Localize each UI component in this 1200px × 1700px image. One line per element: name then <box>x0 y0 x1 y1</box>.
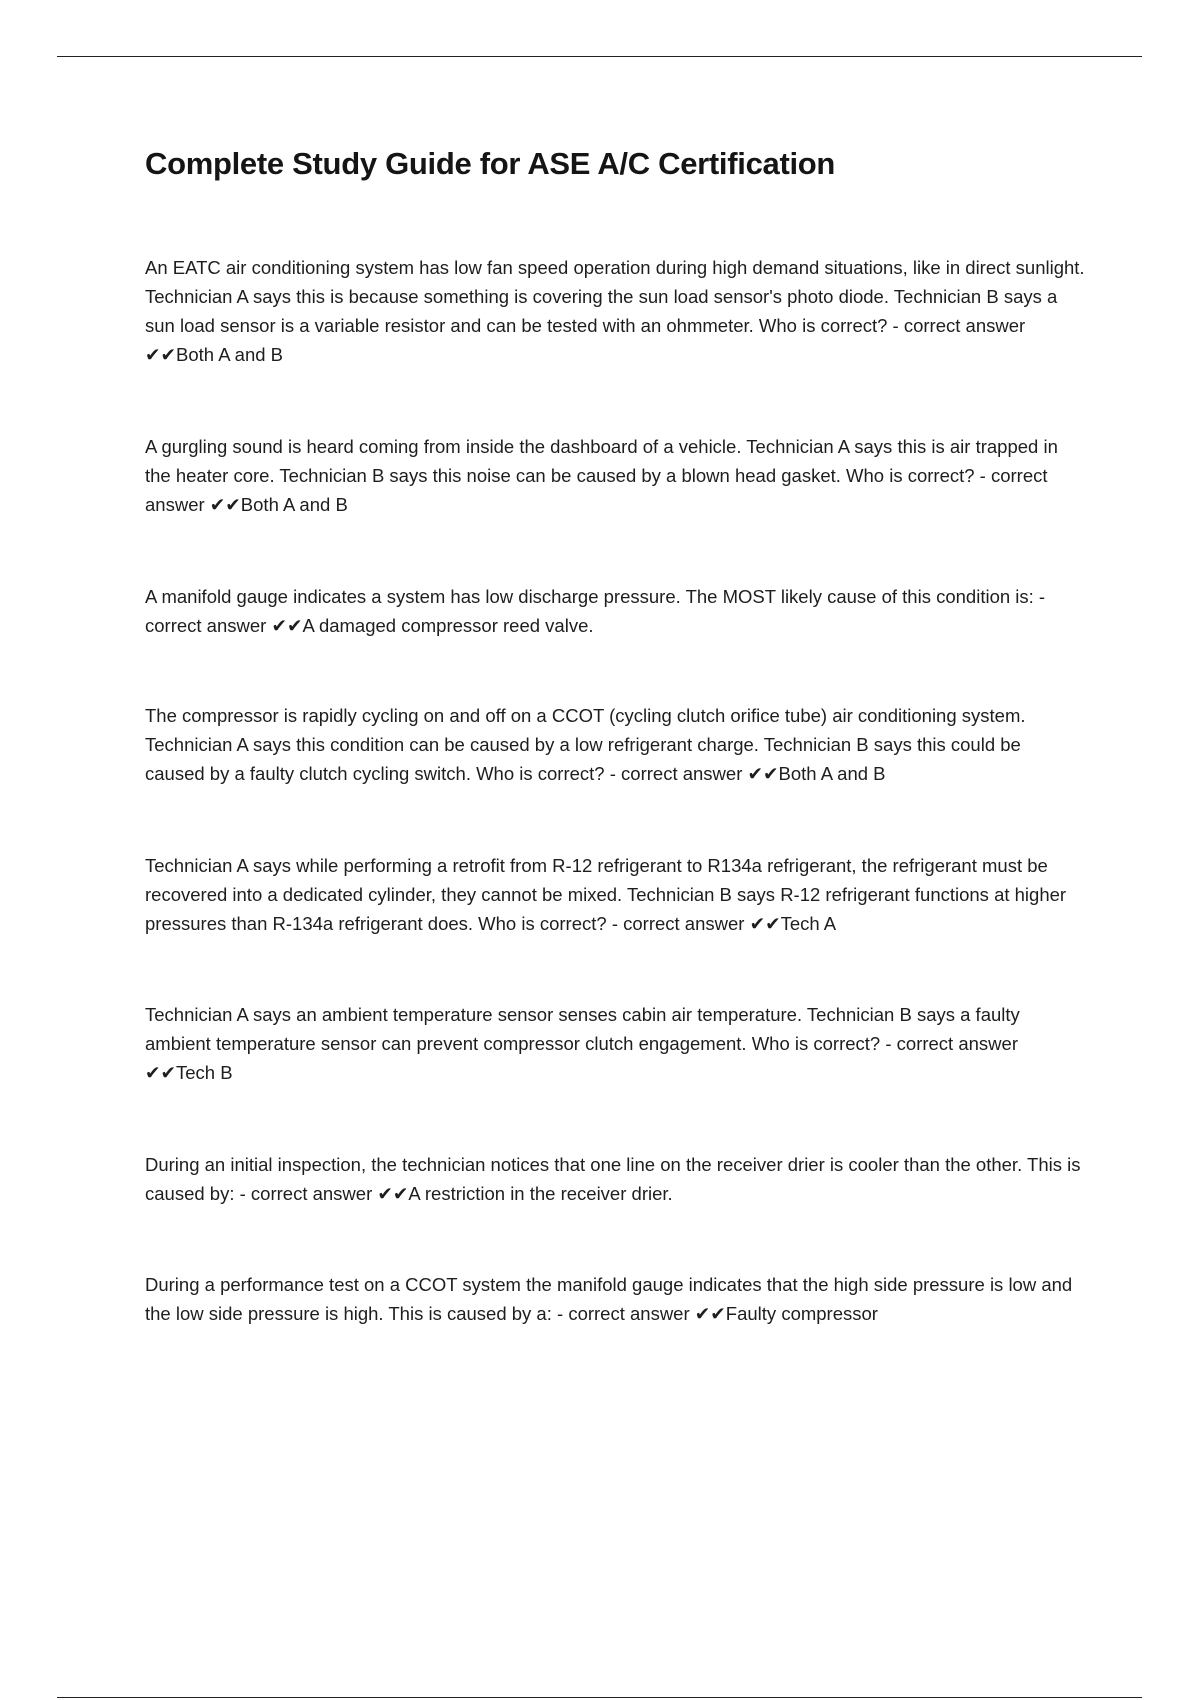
qa-item <box>145 701 1085 788</box>
answer-check-icon: ✔✔ <box>747 763 779 784</box>
answer-text: Tech B <box>176 1062 233 1083</box>
question-text: Technician A says while performing a retrofit from R-12 refrigerant to R134a refrigerant, the refrigerant must be recovered into a dedicated cylinder, they cannot be mixed. Technician B says R-12 refrigerant functions at higher pressures than R-134a refrigerant does. Who is correct? <box>145 855 1067 934</box>
answer-text: Both A and B <box>778 763 886 784</box>
header-rule <box>57 56 1142 57</box>
document-title: Complete Study Guide for ASE A/C Certification <box>145 146 836 181</box>
answer-check-icon: ✔✔ <box>209 494 241 515</box>
question-text: During an initial inspection, the technician notices that one line on the receiver drier is cooler than the other. This is caused by: <box>145 1154 1081 1204</box>
answer-text: A restriction in the receiver drier. <box>408 1183 673 1204</box>
footer-rule <box>57 1697 1142 1698</box>
answer-separator: - correct answer <box>606 913 750 934</box>
answer-separator: - correct answer <box>887 315 1026 336</box>
question-text: During a performance test on a CCOT system the manifold gauge indicates that the high side pressure is low and the low side pressure is high. This is caused by a: <box>145 1274 1073 1324</box>
answer-check-icon: ✔✔ <box>377 1183 409 1204</box>
answer-separator: - correct answer <box>145 465 1048 515</box>
answer-check-icon: ✔✔ <box>749 913 781 934</box>
question-text: An EATC air conditioning system has low fan speed operation during high demand situations, like in direct sunlight. Technician A says this is because something is covering the sun load sensor's photo diode. Technician B says a sun load sensor is a variable resistor and can be tested with an ohmmeter. Who is correct? <box>145 257 1085 336</box>
qa-item <box>145 582 1085 640</box>
answer-separator: - correct answer <box>551 1303 695 1324</box>
answer-text: Faulty compressor <box>725 1303 878 1324</box>
answer-text: Both A and B <box>240 494 348 515</box>
answer-separator: - correct answer <box>880 1033 1018 1054</box>
answer-text: Tech A <box>780 913 837 934</box>
qa-item <box>145 1000 1085 1087</box>
qa-item <box>145 1270 1085 1328</box>
qa-item <box>145 851 1085 938</box>
answer-separator: - correct answer <box>604 763 748 784</box>
question-text: Technician A says an ambient temperature sensor senses cabin air temperature. Technician B says a faulty ambient temperature sensor can prevent compressor clutch engagement. Who is correct? <box>145 1004 1020 1054</box>
answer-check-icon: ✔✔ <box>145 344 177 365</box>
question-text: A manifold gauge indicates a system has low discharge pressure. The MOST likely cause of this condition is: <box>145 586 1034 607</box>
qa-item <box>145 253 1085 369</box>
answer-separator: - correct answer <box>145 586 1046 636</box>
answer-check-icon: ✔✔ <box>694 1303 726 1324</box>
answer-check-icon: ✔✔ <box>271 615 303 636</box>
answer-text: A damaged compressor reed valve. <box>302 615 594 636</box>
qa-item <box>145 1150 1085 1208</box>
qa-item <box>145 432 1085 519</box>
question-text: A gurgling sound is heard coming from inside the dashboard of a vehicle. Technician A says this is air trapped in the heater core. Technician B says this noise can be caused by a blown head gasket. Who is correct? <box>145 436 1058 486</box>
question-text: The compressor is rapidly cycling on and off on a CCOT (cycling clutch orifice tube) air conditioning system. Technician A says this condition can be caused by a low refrigerant charge. Technician B says this could be caused by a faulty clutch cycling switch. Who is correct? <box>145 705 1026 784</box>
answer-check-icon: ✔✔ <box>145 1062 177 1083</box>
answer-separator: - correct answer <box>234 1183 378 1204</box>
answer-text: Both A and B <box>176 344 283 365</box>
